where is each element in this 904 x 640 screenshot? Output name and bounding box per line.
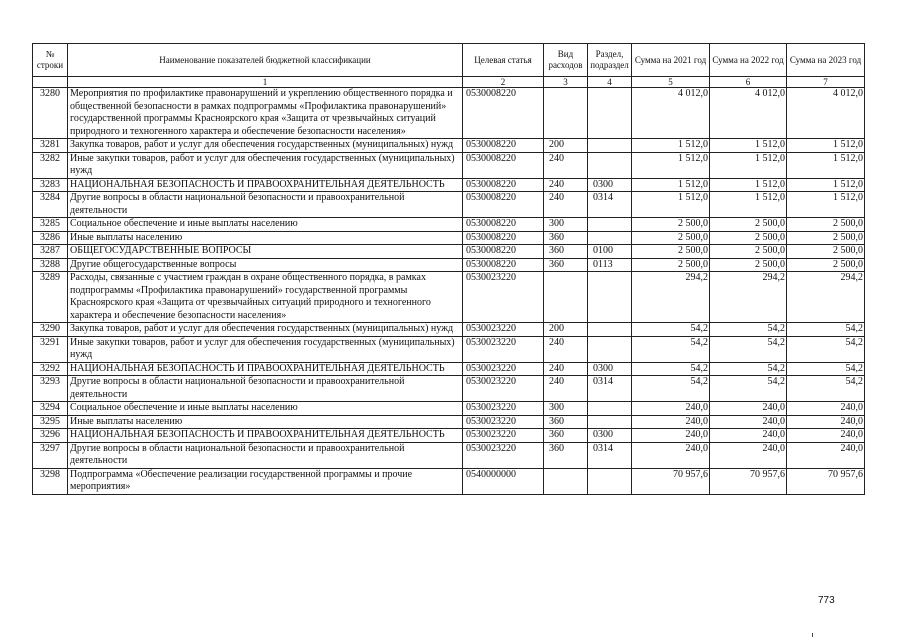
sum-2023: 54,2 [787,323,865,337]
expense-kind: 360 [544,231,588,245]
sum-2021: 2 500,0 [632,245,710,259]
column-number: 2 [463,77,544,88]
row-number: 3282 [33,152,68,178]
column-number: 6 [710,77,787,88]
header-sum-2023: Сумма на 2023 год [787,44,865,77]
sum-2021: 240,0 [632,415,710,429]
table-row [33,442,865,468]
table-row [33,362,865,376]
expense-kind: 200 [544,323,588,337]
sum-2022: 240,0 [710,415,787,429]
indicator-name: Иные закупки товаров, работ и услуг для обеспечения государственных (муниципальных) нужд [68,152,463,178]
column-number-row [33,77,865,88]
row-number: 3293 [33,376,68,402]
budget-table-sheet [32,43,864,495]
sum-2022: 4 012,0 [710,88,787,139]
sum-2021: 4 012,0 [632,88,710,139]
budget-table [32,43,865,495]
column-number: 7 [787,77,865,88]
sum-2022: 294,2 [710,272,787,323]
indicator-name: Другие вопросы в области национальной безопасности и правоохранительной деятельности [68,376,463,402]
sum-2021: 54,2 [632,336,710,362]
table-row [33,376,865,402]
sum-2023: 4 012,0 [787,88,865,139]
expense-kind: 360 [544,442,588,468]
sum-2023: 1 512,0 [787,178,865,192]
header-row [33,44,865,77]
row-number: 3289 [33,272,68,323]
sum-2021: 54,2 [632,323,710,337]
table-row [33,323,865,337]
sum-2022: 240,0 [710,402,787,416]
sum-2021: 240,0 [632,402,710,416]
target-article: 0530023220 [463,442,544,468]
sum-2022: 2 500,0 [710,258,787,272]
section-code [588,272,632,323]
sum-2022: 1 512,0 [710,178,787,192]
sum-2022: 70 957,6 [710,468,787,494]
sum-2023: 240,0 [787,429,865,443]
header-section: Раздел, подраздел [588,44,632,77]
sum-2021: 294,2 [632,272,710,323]
sum-2022: 2 500,0 [710,231,787,245]
table-row [33,429,865,443]
indicator-name: Закупка товаров, работ и услуг для обеспечения государственных (муниципальных) нужд [68,323,463,337]
column-number: 4 [588,77,632,88]
expense-kind: 240 [544,178,588,192]
sum-2022: 54,2 [710,323,787,337]
indicator-name: Расходы, связанные с участием граждан в охране общественного порядка, в рамках подпрограммы «Профилактика правонарушений» государственной программы Красноярского края «Защита от чрезвычайных ситуаций природного и техногенного характера и обеспечение безопасности населения» [68,272,463,323]
sum-2023: 2 500,0 [787,258,865,272]
section-code [588,139,632,153]
indicator-name: Иные выплаты населению [68,415,463,429]
indicator-name: Мероприятия по профилактике правонарушений и укреплению общественного порядка и общественной безопасности в рамках подпрограммы «Профилактика правонарушений» государственной программы Красноярского края «Защита от чрезвычайных ситуаций природного и техногенного характера и обеспечение безопасности населения» [68,88,463,139]
sum-2021: 54,2 [632,376,710,402]
indicator-name: ОБЩЕГОСУДАРСТВЕННЫЕ ВОПРОСЫ [68,245,463,259]
target-article: 0530023220 [463,429,544,443]
section-code [588,402,632,416]
expense-kind: 240 [544,336,588,362]
target-article: 0530008220 [463,258,544,272]
sum-2023: 2 500,0 [787,218,865,232]
sum-2023: 54,2 [787,336,865,362]
sum-2021: 1 512,0 [632,178,710,192]
sum-2023: 1 512,0 [787,139,865,153]
section-code [588,468,632,494]
expense-kind: 360 [544,415,588,429]
sum-2023: 54,2 [787,362,865,376]
header-row-number: № строки [33,44,68,77]
section-code [588,231,632,245]
section-code [588,336,632,362]
target-article: 0530008220 [463,231,544,245]
header-target-article: Целевая статья [463,44,544,77]
sum-2023: 2 500,0 [787,231,865,245]
row-number: 3284 [33,192,68,218]
section-code: 0113 [588,258,632,272]
section-code: 0300 [588,429,632,443]
table-row [33,152,865,178]
expense-kind: 200 [544,139,588,153]
expense-kind: 360 [544,245,588,259]
sum-2021: 2 500,0 [632,258,710,272]
sum-2023: 1 512,0 [787,152,865,178]
table-row [33,468,865,494]
row-number: 3280 [33,88,68,139]
sum-2021: 240,0 [632,429,710,443]
header-sum-2022: Сумма на 2022 год [710,44,787,77]
sum-2022: 1 512,0 [710,139,787,153]
target-article: 0530008220 [463,178,544,192]
sum-2021: 54,2 [632,362,710,376]
sum-2023: 240,0 [787,402,865,416]
sum-2022: 54,2 [710,376,787,402]
table-row [33,218,865,232]
sum-2022: 240,0 [710,442,787,468]
sum-2023: 70 957,6 [787,468,865,494]
expense-kind: 240 [544,192,588,218]
sum-2022: 2 500,0 [710,218,787,232]
table-body [33,88,865,495]
target-article: 0530023220 [463,376,544,402]
sum-2023: 54,2 [787,376,865,402]
target-article: 0530023220 [463,272,544,323]
table-row [33,402,865,416]
expense-kind: 240 [544,376,588,402]
row-number: 3290 [33,323,68,337]
sum-2023: 240,0 [787,442,865,468]
section-code [588,152,632,178]
section-code: 0300 [588,178,632,192]
row-number: 3295 [33,415,68,429]
header-indicator-name: Наименование показателей бюджетной классификации [68,44,463,77]
section-code [588,323,632,337]
indicator-name: Подпрограмма «Обеспечение реализации государственной программы и прочие мероприятия» [68,468,463,494]
target-article: 0530008220 [463,88,544,139]
row-number: 3291 [33,336,68,362]
expense-kind: 360 [544,429,588,443]
sum-2022: 240,0 [710,429,787,443]
expense-kind: 240 [544,362,588,376]
section-code [588,218,632,232]
table-row [33,336,865,362]
sum-2021: 2 500,0 [632,231,710,245]
page-number: 773 [818,595,835,606]
table-row [33,258,865,272]
scan-mark [812,633,813,637]
table-row [33,139,865,153]
sum-2022: 54,2 [710,336,787,362]
indicator-name: Закупка товаров, работ и услуг для обеспечения государственных (муниципальных) нужд [68,139,463,153]
row-number: 3286 [33,231,68,245]
sum-2021: 70 957,6 [632,468,710,494]
row-number: 3297 [33,442,68,468]
indicator-name: НАЦИОНАЛЬНАЯ БЕЗОПАСНОСТЬ И ПРАВООХРАНИТЕЛЬНАЯ ДЕЯТЕЛЬНОСТЬ [68,429,463,443]
expense-kind: 360 [544,258,588,272]
indicator-name: Социальное обеспечение и иные выплаты населению [68,402,463,416]
sum-2022: 2 500,0 [710,245,787,259]
sum-2021: 1 512,0 [632,139,710,153]
section-code: 0314 [588,192,632,218]
row-number: 3285 [33,218,68,232]
header-sum-2021: Сумма на 2021 год [632,44,710,77]
target-article: 0530008220 [463,218,544,232]
indicator-name: Другие вопросы в области национальной безопасности и правоохранительной деятельности [68,192,463,218]
indicator-name: Иные выплаты населению [68,231,463,245]
section-code [588,415,632,429]
sum-2022: 1 512,0 [710,152,787,178]
row-number: 3281 [33,139,68,153]
sum-2023: 1 512,0 [787,192,865,218]
expense-kind: 240 [544,152,588,178]
target-article: 0530008220 [463,139,544,153]
table-row [33,415,865,429]
column-number: 5 [632,77,710,88]
column-number: 1 [68,77,463,88]
table-row [33,245,865,259]
sum-2021: 2 500,0 [632,218,710,232]
target-article: 0530008220 [463,245,544,259]
sum-2022: 54,2 [710,362,787,376]
row-number: 3298 [33,468,68,494]
sum-2021: 1 512,0 [632,192,710,218]
row-number: 3288 [33,258,68,272]
expense-kind [544,88,588,139]
target-article: 0540000000 [463,468,544,494]
column-number: 3 [544,77,588,88]
indicator-name: Другие вопросы в области национальной безопасности и правоохранительной деятельности [68,442,463,468]
column-number [33,77,68,88]
section-code [588,88,632,139]
target-article: 0530023220 [463,415,544,429]
sum-2023: 2 500,0 [787,245,865,259]
row-number: 3283 [33,178,68,192]
section-code: 0314 [588,442,632,468]
sum-2023: 294,2 [787,272,865,323]
sum-2023: 240,0 [787,415,865,429]
target-article: 0530023220 [463,362,544,376]
indicator-name: Иные закупки товаров, работ и услуг для обеспечения государственных (муниципальных) нужд [68,336,463,362]
target-article: 0530008220 [463,152,544,178]
indicator-name: Другие общегосударственные вопросы [68,258,463,272]
header-expense-kind: Вид расходов [544,44,588,77]
indicator-name: НАЦИОНАЛЬНАЯ БЕЗОПАСНОСТЬ И ПРАВООХРАНИТЕЛЬНАЯ ДЕЯТЕЛЬНОСТЬ [68,362,463,376]
expense-kind [544,272,588,323]
target-article: 0530023220 [463,402,544,416]
target-article: 0530008220 [463,192,544,218]
indicator-name: НАЦИОНАЛЬНАЯ БЕЗОПАСНОСТЬ И ПРАВООХРАНИТЕЛЬНАЯ ДЕЯТЕЛЬНОСТЬ [68,178,463,192]
table-row [33,272,865,323]
table-row [33,231,865,245]
sum-2021: 240,0 [632,442,710,468]
indicator-name: Социальное обеспечение и иные выплаты населению [68,218,463,232]
sum-2021: 1 512,0 [632,152,710,178]
section-code: 0314 [588,376,632,402]
row-number: 3292 [33,362,68,376]
section-code: 0100 [588,245,632,259]
table-row [33,192,865,218]
table-row [33,88,865,139]
table-row [33,178,865,192]
target-article: 0530023220 [463,336,544,362]
expense-kind: 300 [544,402,588,416]
expense-kind: 300 [544,218,588,232]
sum-2022: 1 512,0 [710,192,787,218]
row-number: 3296 [33,429,68,443]
section-code: 0300 [588,362,632,376]
row-number: 3294 [33,402,68,416]
target-article: 0530023220 [463,323,544,337]
expense-kind [544,468,588,494]
row-number: 3287 [33,245,68,259]
